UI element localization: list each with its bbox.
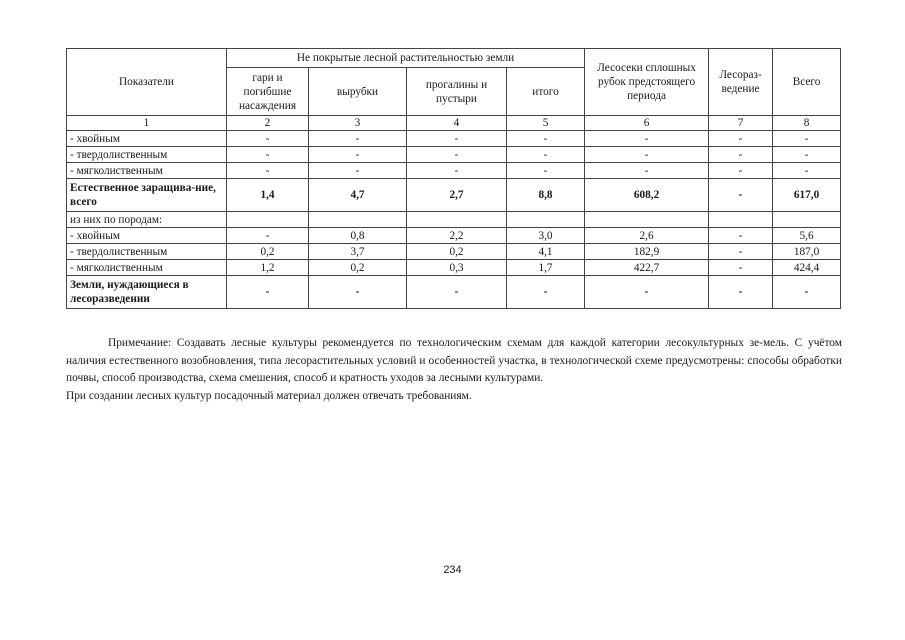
table-row <box>67 244 841 260</box>
table-cell: - <box>227 228 309 244</box>
table-cell: - <box>709 179 773 212</box>
table-cell: - <box>585 131 709 147</box>
row-label: - хвойным <box>67 131 227 147</box>
table-cell: - <box>709 228 773 244</box>
table-cell: 1,4 <box>227 179 309 212</box>
table-row <box>67 260 841 276</box>
column-number: 6 <box>585 116 709 131</box>
table-cell: 4,7 <box>309 179 407 212</box>
table-cell: 617,0 <box>773 179 841 212</box>
table-cell <box>709 212 773 228</box>
table-row <box>67 131 841 147</box>
table-cell: - <box>507 147 585 163</box>
table-cell: - <box>585 147 709 163</box>
table-cell: 187,0 <box>773 244 841 260</box>
column-number: 3 <box>309 116 407 131</box>
table-row <box>67 212 841 228</box>
table-cell: 1,2 <box>227 260 309 276</box>
forest-land-table <box>66 48 841 309</box>
table-cell: - <box>507 276 585 309</box>
table-cell: 424,4 <box>773 260 841 276</box>
table-row-natural-regrowth <box>67 179 841 212</box>
header-burned-areas: гари и погибшие насаждения <box>227 68 309 116</box>
table-cell: - <box>309 163 407 179</box>
table-cell <box>507 212 585 228</box>
table-cell <box>309 212 407 228</box>
column-number: 4 <box>407 116 507 131</box>
header-glades-wastelands: прогалины и пустыри <box>407 68 507 116</box>
table-cell: - <box>227 276 309 309</box>
note-block <box>66 335 842 405</box>
table-cell <box>585 212 709 228</box>
table-cell: 2,7 <box>407 179 507 212</box>
row-label: - мягколиственным <box>67 163 227 179</box>
row-label: Естественное заращива-ние, всего <box>67 179 227 212</box>
column-number: 2 <box>227 116 309 131</box>
table-cell: - <box>709 163 773 179</box>
table-cell: - <box>709 260 773 276</box>
table-cell: 0,2 <box>407 244 507 260</box>
row-label: - хвойным <box>67 228 227 244</box>
table-cell: 182,9 <box>585 244 709 260</box>
column-number: 7 <box>709 116 773 131</box>
header-subtotal: итого <box>507 68 585 116</box>
table-cell: - <box>585 276 709 309</box>
table-cell <box>407 212 507 228</box>
table-cell: - <box>773 131 841 147</box>
table-cell: 3,0 <box>507 228 585 244</box>
page-number: 234 <box>443 564 462 576</box>
table-cell: 0,8 <box>309 228 407 244</box>
table-cell: 4,1 <box>507 244 585 260</box>
column-number: 8 <box>773 116 841 131</box>
column-number: 1 <box>67 116 227 131</box>
table-cell: - <box>709 244 773 260</box>
table-cell: 1,7 <box>507 260 585 276</box>
table-cell: - <box>773 163 841 179</box>
table-cell: 0,2 <box>309 260 407 276</box>
header-indicators: Показатели <box>67 49 227 116</box>
table-row <box>67 147 841 163</box>
column-number-row <box>67 116 841 131</box>
header-total: Всего <box>773 49 841 116</box>
note-paragraph: Примечание: Создавать лесные культуры рекомендуется по технологическим схемам для каждой категории лесокультурных зе-мель. С учётом наличия естественного возобновления, типа лесорастительных условий и особенностей участка, в технологической схеме предусмотрены: способы обработки почвы, способ производства, схема смешения, способ и кратность уходов за лесными культурами. <box>66 337 842 384</box>
table-cell <box>227 212 309 228</box>
table-cell: 3,7 <box>309 244 407 260</box>
table-cell: 422,7 <box>585 260 709 276</box>
table-cell: 2,6 <box>585 228 709 244</box>
table-cell: 2,2 <box>407 228 507 244</box>
header-clearcuts: вырубки <box>309 68 407 116</box>
table-cell <box>773 212 841 228</box>
row-label: из них по породам: <box>67 212 227 228</box>
table-row <box>67 228 841 244</box>
table-cell: 8,8 <box>507 179 585 212</box>
table-cell: - <box>227 163 309 179</box>
row-label: - мягколиственным <box>67 260 227 276</box>
table-row <box>67 163 841 179</box>
table-cell: - <box>407 131 507 147</box>
table-cell: - <box>773 147 841 163</box>
column-number: 5 <box>507 116 585 131</box>
row-label: - твердолиственным <box>67 147 227 163</box>
table-cell: - <box>773 276 841 309</box>
table-cell: - <box>227 131 309 147</box>
table-cell: - <box>407 147 507 163</box>
table-cell: - <box>407 276 507 309</box>
table-cell: - <box>407 163 507 179</box>
row-label: Земли, нуждающиеся в лесоразведении <box>67 276 227 309</box>
table-cell: 608,2 <box>585 179 709 212</box>
table-cell: - <box>227 147 309 163</box>
table-cell: - <box>709 131 773 147</box>
table-cell: 0,3 <box>407 260 507 276</box>
table-cell: - <box>709 147 773 163</box>
header-felling-sites: Лесосеки сплошных рубок предстоящего периода <box>585 49 709 116</box>
header-reforestation: Лесораз-ведение <box>709 49 773 116</box>
forest-land-table-wrapper <box>66 48 840 309</box>
table-cell: - <box>309 147 407 163</box>
table-cell: - <box>709 276 773 309</box>
header-uncovered-lands: Не покрытые лесной растительностью земли <box>227 49 585 68</box>
table-cell: - <box>585 163 709 179</box>
note-paragraph: При создании лесных культур посадочный материал должен отвечать требованиям. <box>66 389 472 402</box>
table-cell: - <box>507 163 585 179</box>
table-cell: - <box>309 131 407 147</box>
row-label: - твердолиственным <box>67 244 227 260</box>
table-cell: - <box>309 276 407 309</box>
table-cell: - <box>507 131 585 147</box>
table-row-reforestation-needed <box>67 276 841 309</box>
table-cell: 5,6 <box>773 228 841 244</box>
table-cell: 0,2 <box>227 244 309 260</box>
